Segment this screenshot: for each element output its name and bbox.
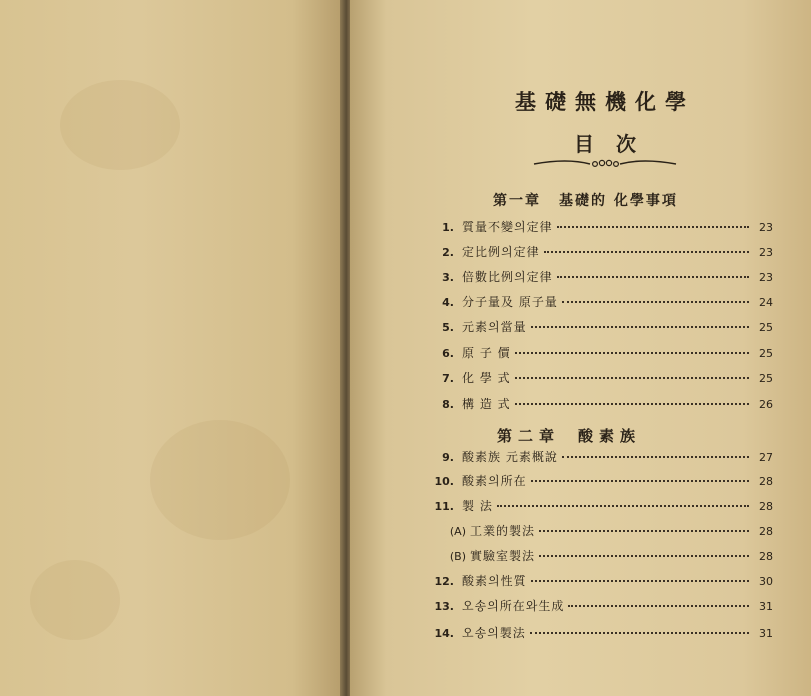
dot-leader	[539, 555, 749, 557]
toc-entry	[428, 497, 773, 517]
dot-leader	[531, 580, 749, 582]
toc-entry	[428, 318, 773, 338]
entry-page: 23	[759, 271, 773, 284]
paper-stain	[150, 420, 290, 540]
dot-leader	[497, 505, 749, 507]
toc-entry	[428, 624, 773, 644]
entry-number: 4.	[442, 296, 454, 309]
entry-number: 2.	[442, 246, 454, 259]
dot-leader	[515, 352, 749, 354]
paper-stain	[30, 560, 120, 640]
entry-page: 23	[759, 246, 773, 259]
entry-page: 23	[759, 221, 773, 234]
dot-leader	[562, 301, 749, 303]
entry-title: 構 造 式	[462, 397, 511, 411]
toc-entry	[428, 293, 773, 313]
entry-page: 31	[759, 600, 773, 613]
toc-entry	[428, 218, 773, 238]
chapter-2-label: 第二章	[497, 427, 561, 445]
toc-entry	[428, 243, 773, 263]
toc-entry	[428, 572, 773, 592]
entry-page: 25	[759, 347, 773, 360]
entry-title: 工業的製法	[470, 524, 536, 538]
dot-leader	[557, 276, 749, 278]
chapter-1-label: 第一章	[493, 193, 541, 209]
entry-title: 倍數比例의定律	[462, 270, 553, 284]
entry-number: 6.	[442, 347, 454, 360]
entry-page: 25	[759, 321, 773, 334]
chapter-1-title: 基礎的 化學事項	[559, 193, 678, 209]
entry-title: 實驗室製法	[470, 549, 536, 563]
entry-title: 元素의當量	[462, 320, 527, 334]
dot-leader	[515, 403, 749, 405]
entry-page: 30	[759, 575, 773, 588]
dot-leader	[531, 480, 749, 482]
entry-number: (B)	[449, 550, 466, 563]
paper-stain	[60, 80, 180, 170]
toc-entry	[428, 344, 773, 364]
dot-leader	[515, 377, 749, 379]
entry-title: 酸素의所在	[462, 474, 527, 488]
dot-leader	[544, 251, 749, 253]
toc-entry	[428, 448, 773, 468]
decorative-divider-ornament	[532, 154, 678, 172]
toc-entry	[428, 395, 773, 415]
entry-title: 오송의所在와生成	[462, 599, 565, 613]
entry-page: 25	[759, 372, 773, 385]
entry-number: 11.	[434, 500, 454, 513]
toc-entry	[428, 268, 773, 288]
entry-page: 28	[759, 550, 773, 563]
entry-number: 12.	[434, 575, 454, 588]
entry-number: 13.	[434, 600, 454, 613]
entry-title: 오송의製法	[462, 626, 526, 640]
entry-title: 酸素의性質	[462, 574, 527, 588]
entry-number: 3.	[442, 271, 454, 284]
entry-number: 5.	[442, 321, 454, 334]
entry-number: 7.	[442, 372, 454, 385]
entry-title: 質量不變의定律	[462, 220, 553, 234]
entry-number: 14.	[434, 627, 454, 640]
entry-page: 28	[759, 525, 773, 538]
entry-title: 製 法	[462, 499, 493, 513]
toc-entry	[428, 597, 773, 617]
entry-page: 24	[759, 296, 773, 309]
chapter-2-title: 酸素族	[578, 427, 642, 445]
entry-page: 27	[759, 451, 773, 464]
book-title: 基礎無機化學	[515, 89, 695, 114]
entry-title: 分子量及 原子量	[462, 295, 558, 309]
dot-leader	[557, 226, 749, 228]
entry-title: 定比例의定律	[462, 245, 540, 259]
toc-entry	[428, 472, 773, 492]
dot-leader	[568, 605, 749, 607]
dot-leader	[562, 456, 749, 458]
entry-page: 28	[759, 500, 773, 513]
toc-entry	[428, 547, 773, 567]
chapter-2-heading	[497, 425, 641, 446]
entry-page: 26	[759, 398, 773, 411]
chapter-1-heading	[493, 190, 678, 210]
toc-heading: 目次	[574, 132, 658, 156]
entry-number: (A)	[449, 525, 466, 538]
dot-leader	[531, 326, 749, 328]
entry-number: 8.	[442, 398, 454, 411]
entry-page: 31	[759, 627, 773, 640]
dot-leader	[539, 530, 749, 532]
entry-title: 化 學 式	[462, 371, 511, 385]
toc-entry	[428, 369, 773, 389]
toc-entry	[428, 522, 773, 542]
entry-number: 1.	[442, 221, 454, 234]
entry-number: 10.	[434, 475, 454, 488]
dot-leader	[530, 632, 749, 634]
entry-number: 9.	[442, 451, 454, 464]
entry-title: 酸素族 元素概說	[462, 450, 558, 464]
entry-page: 28	[759, 475, 773, 488]
entry-title: 原 子 價	[462, 346, 511, 360]
